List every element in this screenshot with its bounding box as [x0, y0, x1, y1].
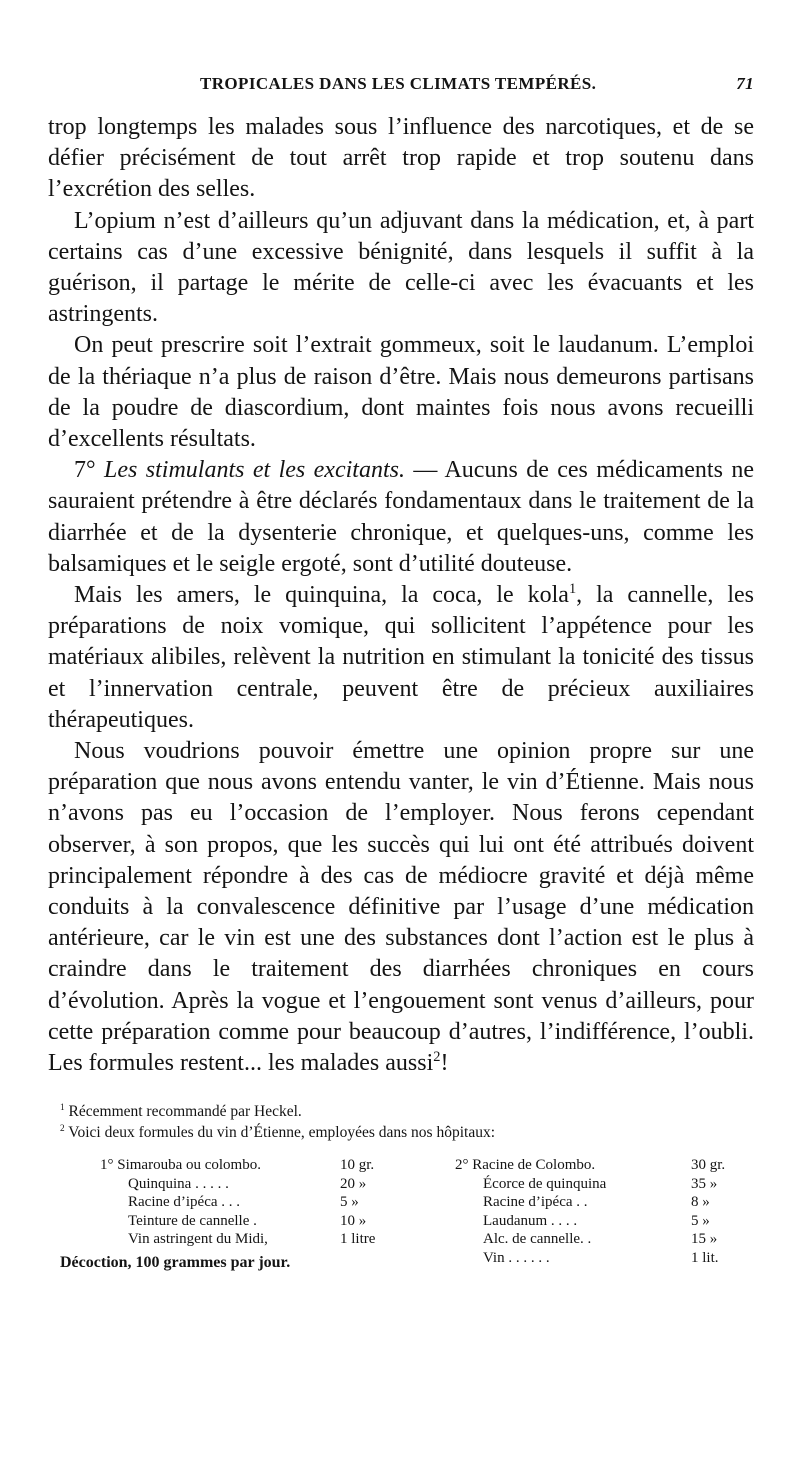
decoction-note: Décoction, 100 grammes par jour.: [60, 1254, 291, 1271]
footnote-text: Récemment recommandé par Heckel.: [68, 1103, 302, 1120]
ingredient: Laudanum . . . .: [483, 1212, 578, 1229]
quantity: 35 »: [691, 1175, 718, 1192]
footnote-mark: 2: [60, 1123, 65, 1134]
formula-1: [100, 1156, 420, 1249]
footnote-1: [60, 1101, 760, 1122]
section-number: 7°: [74, 457, 105, 484]
formula-row: [455, 1193, 785, 1212]
ingredient: Racine d’ipéca . .: [483, 1194, 588, 1210]
ingredient: Vin . . . . . .: [483, 1249, 550, 1266]
paragraph-1: trop longtemps les malades sous l’influence des narcotiques, et de se défier précisément de tout arrêt trop rapide et trop soutenu dans l’excrétion des selles.: [48, 114, 754, 203]
footnote-mark: 1: [60, 1102, 65, 1113]
quantity: 5 »: [691, 1212, 710, 1229]
footnotes: [60, 1101, 760, 1143]
footnote-text: Voici deux formules du vin d’Étienne, employées dans nos hôpitaux:: [68, 1124, 496, 1141]
ingredient: 2° Racine de Colombo.: [455, 1157, 596, 1173]
formula-row: [455, 1156, 785, 1175]
running-header: [40, 74, 760, 102]
formula-row: [100, 1175, 420, 1194]
section-title: Les stimulants et les excitants.: [104, 457, 405, 484]
quantity: 20 »: [340, 1175, 367, 1192]
paragraph-5-text-a: Mais les amers, le quinquina, la coca, le kola: [74, 582, 569, 609]
paragraph-3: On peut prescrire soit l’extrait gommeux, soit le laudanum. L’emploi de la thériaque n’a plus de raison d’être. Mais nous demeurons partisans de la poudre de diascordium, dont maintes fois nous avons recueilli d’excellents résultats.: [48, 332, 754, 453]
quantity: 30 gr.: [691, 1157, 726, 1173]
ingredient: Teinture de cannelle .: [128, 1212, 257, 1229]
formula-row: [455, 1249, 785, 1268]
ingredient: Alc. de cannelle. .: [483, 1231, 592, 1247]
formula-row: [100, 1212, 420, 1231]
footnote-ref-2: 2: [433, 1049, 441, 1066]
body-text: [48, 112, 754, 1079]
quantity: 5 »: [340, 1194, 359, 1210]
page-number: 71: [736, 74, 754, 93]
paragraph-5-text-b: , la cannelle, les préparations de noix vomique, qui sollicitent l’appétence pour les matériaux alibiles, relèvent la nutrition en stimulant la tonicité des tissus et l’innervation centrale, peuvent être de précieux auxiliaires thérapeutiques.: [48, 582, 754, 733]
paragraph-4-text: — Aucuns de ces médicaments ne sauraient prétendre à être déclarés fondamentaux dans le traitement de la diarrhée et de la dysenterie chronique, et quelques-uns, comme les balsamiques et le seigle ergoté, sont d’utilité douteuse.: [48, 457, 754, 577]
ingredient: Quinquina . . . . .: [128, 1175, 229, 1192]
ingredient: Racine d’ipéca . . .: [128, 1194, 241, 1210]
paragraph-4: [48, 455, 754, 580]
paragraph-6-text-b: !: [440, 1050, 449, 1077]
paragraph-5: [48, 580, 754, 736]
ingredient: Écorce de quinquina: [483, 1175, 607, 1192]
ingredient: Vin astringent du Midi,: [128, 1231, 268, 1247]
formula-row: [100, 1193, 420, 1212]
paragraph-6: [48, 736, 754, 1079]
formula-row: [455, 1212, 785, 1231]
footnote-ref-1: 1: [568, 581, 577, 598]
paragraph-6-text-a: Nous voudrions pouvoir émettre une opinion propre sur une préparation que nous avons entendu vanter, le vin d’Étienne. Mais nous n’avons pas eu l’occasion de l’employer. Nous ferons cependant observer, à son propos, que les succès qui lui ont été attribués doivent principalement répondre à des cas de médiocre gravité et déjà même conduits à la convalescence définitive par l’usage d’une médication antérieure, car le vin est une des substances dont l’action est le plus à craindre dans le traitement des diarrhées chroniques en cours d’évolution. Après la vogue et l’engouement sont venus d’ailleurs, pour cette préparation comme pour beaucoup d’autres, l’indifférence, l’oubli. Les formules restent... les malades aussi: [48, 738, 754, 1077]
quantity: 1 lit.: [691, 1249, 719, 1266]
ingredient: 1° Simarouba ou colombo.: [100, 1157, 261, 1173]
quantity: 8 »: [691, 1194, 710, 1210]
formula-row: [100, 1156, 420, 1175]
footnote-2: [60, 1122, 760, 1143]
formula-row: [455, 1230, 785, 1249]
formula-row: [455, 1175, 785, 1194]
formula-row: [100, 1230, 420, 1249]
running-title: TROPICALES DANS LES CLIMATS TEMPÉRÉS.: [200, 74, 597, 93]
paragraph-2: L’opium n’est d’ailleurs qu’un adjuvant dans la médication, et, à part certains cas d’une excessive bénignité, dans lesquels il suffit à la guérison, il partage le mérite de celle-ci avec les évacuants et les astringents.: [48, 207, 754, 328]
formula-2: [455, 1156, 785, 1267]
quantity: 10 gr.: [340, 1157, 375, 1173]
quantity: 15 »: [691, 1231, 718, 1247]
quantity: 10 »: [340, 1212, 367, 1229]
quantity: 1 litre: [340, 1231, 376, 1247]
